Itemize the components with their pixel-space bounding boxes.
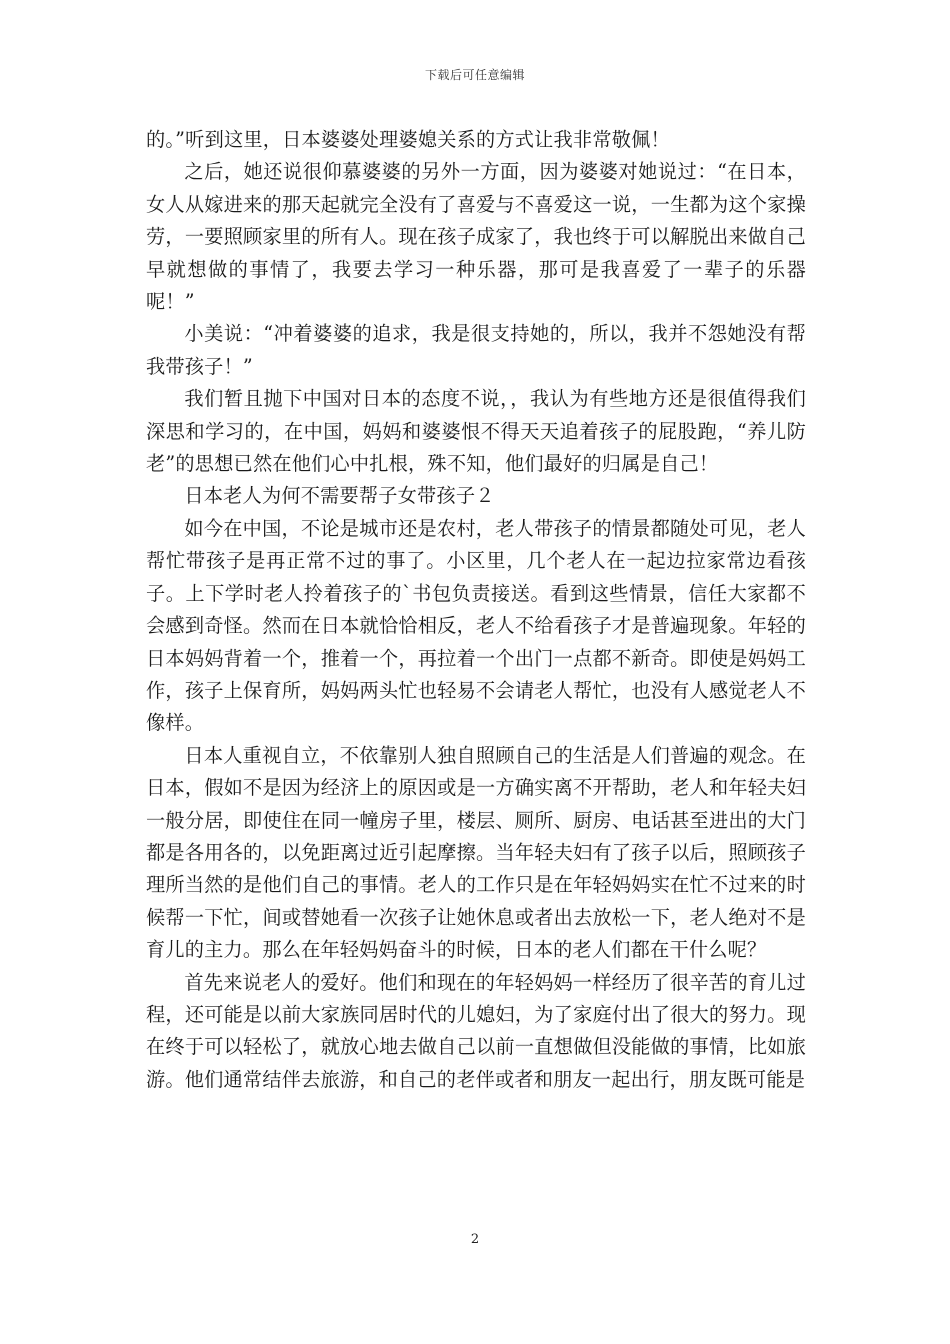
- paragraph: 日本人重视自立，不依靠别人独自照顾自己的生活是人们普遍的观念。在日本，假如不是因为经济上的原因或是一方确实离不开帮助，老人和年轻夫妇一般分居，即使住在同一幢房子里，楼层、厕所、厨房、电话甚至进出的大门都是各用各的，以免距离过近引起摩擦。当年轻夫妇有了孩子以后，照顾孩子理所当然的是他们自己的事情。老人的工作只是在年轻妈妈实在忙不过来的时候帮一下忙，间或替她看一次孩子让她休息或者出去放松一下，老人绝对不是育儿的主力。那么在年轻妈妈奋斗的时候，日本的老人们都在干什么呢？: [146, 743, 806, 962]
- section-heading: 日本老人为何不需要帮子女带孩子２: [184, 484, 495, 508]
- page-header: 下载后可任意编辑: [424, 68, 525, 82]
- paragraph: 的。”听到这里，日本婆婆处理婆媳关系的方式让我非常敬佩！: [146, 128, 670, 151]
- paragraph: 之后，她还说很仰慕婆婆的另外一方面，因为婆婆对她说过：“在日本，女人从嫁进来的那天起就完全没有了喜爱与不喜爱这一说，一生都为这个家操劳，一要照顾家里的所有人。现在孩子成家了，我也终于可以解脱出来做自己早就想做的事情了，我要去学习一种乐器，那可是我喜爱了一辈子的乐器呢！”: [146, 160, 806, 314]
- paragraph: 我们暂且抛下中国对日本的态度不说，，我认为有些地方还是很值得我们深思和学习的，在中国，妈妈和婆婆恨不得天天追着孩子的屁股跑，“养儿防老”的思想已然在他们心中扎根，殊不知，他们最好的归属是自己！: [146, 387, 806, 476]
- paragraph: 如今在中国，不论是城市还是农村，老人带孩子的情景都随处可见，老人帮忙带孩子是再正常不过的事了。小区里，几个老人在一起边拉家常边看孩子。上下学时老人拎着孩子的`书包负责接送。看到这些情景，信任大家都不会感到奇怪。然而在日本就恰恰相反，老人不给看孩子才是普遍现象。年轻的日本妈妈背着一个，推着一个，再拉着一个出门一点都不新奇。即使是妈妈工作，孩子上保育所，妈妈两头忙也轻易不会请老人帮忙，也没有人感觉老人不像样。: [146, 516, 806, 735]
- paragraph: 小美说：“冲着婆婆的追求，我是很支持她的，所以，我并不怨她没有帮我带孩子！”: [146, 322, 806, 378]
- document-body: [146, 124, 806, 1096]
- paragraph: 首先来说老人的爱好。他们和现在的年轻妈妈一样经历了很辛苦的育儿过程，还可能是以前大家族同居时代的儿媳妇，为了家庭付出了很大的努力。现在终于可以轻松了，就放心地去做自己以前一直想做但没能做的事情，比如旅游。他们通常结伴去旅游，和自己的老伴或者和朋友一起出行，朋友既可能是: [146, 970, 806, 1091]
- page-number: 2: [470, 1232, 480, 1247]
